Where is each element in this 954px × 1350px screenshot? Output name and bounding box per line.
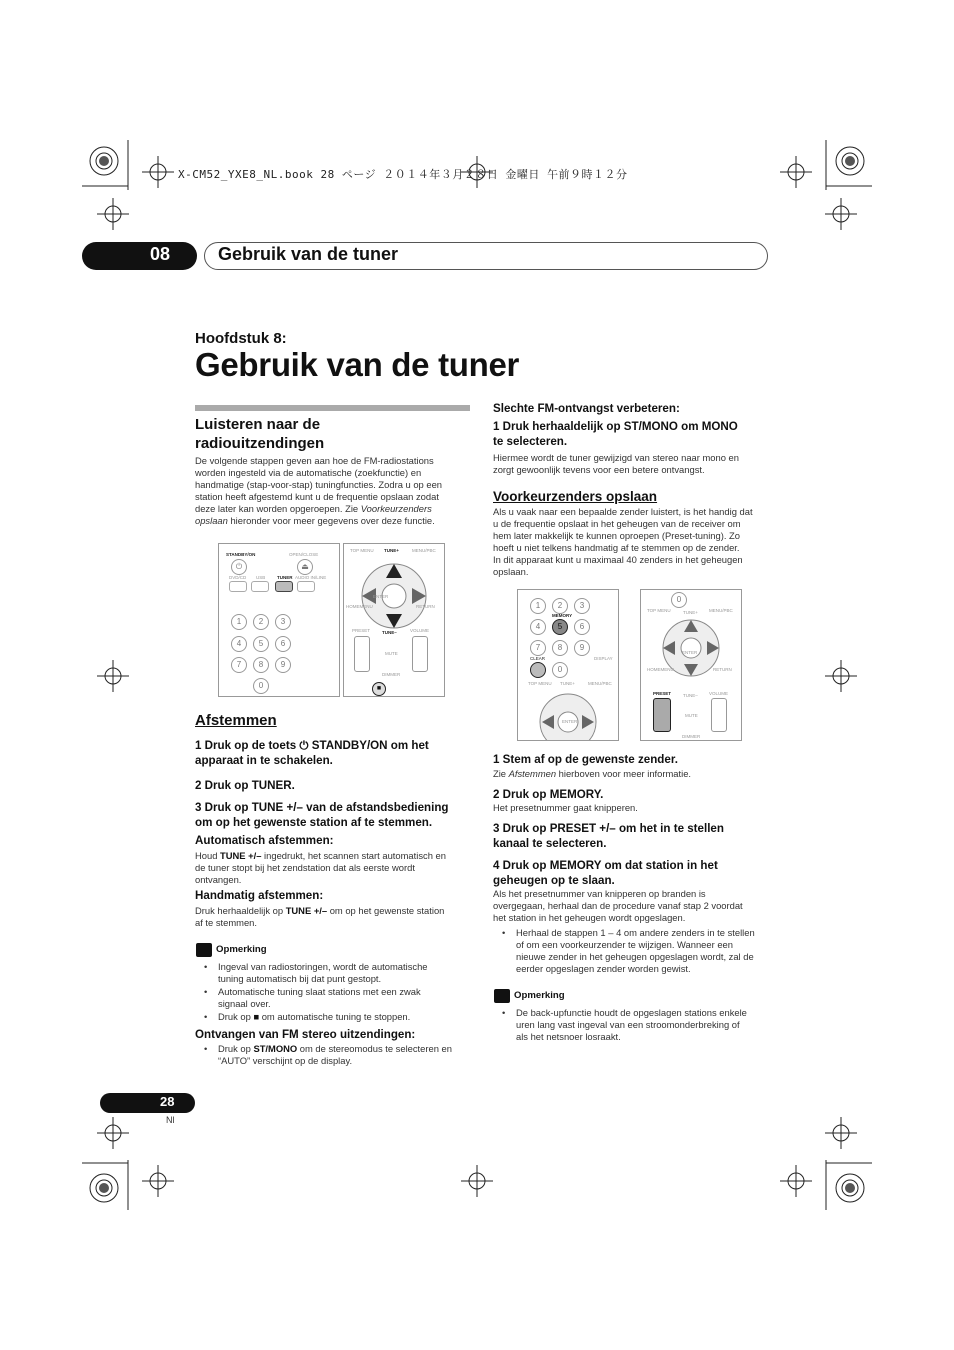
fm-step: 1 Druk herhaaldelijk op ST/MONO om MONO te selecteren.: [493, 420, 738, 448]
auto-heading: Automatisch afstemmen:: [195, 834, 334, 847]
step-3: 3 Druk op TUNE +/– van de afstandsbediening om op het gewenste station af te stemmen.: [195, 801, 449, 829]
remote-illustration-3: 1 2 3 4 5 6 MEMORY 7 8 9 CLEAR 0 DISPLAY TOP MENU TUNE+ MENU/PBC ENTER: [517, 589, 619, 741]
note-list-right: [496, 1007, 791, 1044]
chapter-number: 08: [150, 244, 171, 264]
remote-illustration-1: STANDBY/ON OPEN/CLOSE ⏻ ⏏ DVD/CD USB TUNER AUDIO IN/LINE 1 2 3 4 5 6 7 8 9 0: [218, 543, 340, 697]
hoofdstuk-label: Hoofdstuk 8:: [195, 330, 287, 347]
preset-list: [496, 927, 791, 976]
list-item: • Ingeval van radiostoringen, wordt de automatische tuning automatisch bij dat punt gestopt.: [218, 961, 493, 985]
page-title: Gebruik van de tuner: [195, 346, 520, 383]
stereo-list: [198, 1043, 493, 1068]
list-item: • Herhaal de stappen 1 – 4 om andere zenders in te stellen of om een voorkeurzender te wijzigen. Wanneer een nieuwe zender in het geheugen opgeslagen wordt, zal de eerder opgeslagen zender worden gewist.: [516, 927, 791, 975]
step-2: 2 Druk op TUNER.: [195, 779, 295, 792]
preset-step-4: 4 Druk op MEMORY om dat station in het geheugen op te slaan.: [493, 859, 718, 887]
tuner-button: [275, 581, 293, 592]
direction-pad-icon: [536, 690, 600, 740]
power-icon: ⏻: [299, 739, 309, 752]
list-item: • Druk op ■ om automatische tuning te stoppen.: [218, 1011, 493, 1023]
preset-step-2: 2 Druk op MEMORY.: [493, 788, 604, 801]
note-label-right: Opmerking: [514, 990, 565, 1001]
note-list-left: [198, 961, 493, 1024]
list-item: • Automatische tuning slaat stations met een zwak signaal over.: [218, 986, 493, 1010]
remote-illustration-2: TOP MENU TUNE+ MENU/PBC ENTER HOMEMENU RETURN PRESET TUNE– VOLUME MUTE DIMMER ■: [343, 543, 445, 697]
standby-button: ⏻: [231, 559, 247, 575]
preset-step-1: 1 Stem af op de gewenste zender.: [493, 753, 678, 766]
stop-button: ■: [372, 682, 386, 696]
list-item: • Druk op ST/MONO om de stereomodus te selecteren en “AUTO” verschijnt op de display.: [218, 1043, 493, 1067]
intro-paragraph: De volgende stappen geven aan hoe de FM-radiostations worden ingesteld via de automatische (zoekfunctie) en handmatige (stap-voor-stap) tuningfuncties. Zodra u op een station heeft afgestemd kunt u de frequentie opslaan zodat deze later kan worden opgeroepen. Zie Voorkeurzenders opslaan hieronder voor meer gegevens over deze functie.: [195, 455, 443, 526]
note-label-left: Opmerking: [216, 944, 267, 955]
fm-heading: Slechte FM-ontvangst verbeteren:: [493, 402, 680, 415]
auto-paragraph: Houd TUNE +/– ingedrukt, het scannen start automatisch en de tuner stopt bij het zendstation dat als eerste wordt ontvangen.: [195, 850, 446, 885]
voorkeur-heading: Voorkeurzenders opslaan: [493, 489, 658, 504]
hand-heading: Handmatig afstemmen:: [195, 889, 324, 902]
preset-button: [653, 698, 671, 732]
preset-step-2-note: Het presetnummer gaat knipperen.: [493, 802, 638, 813]
memory-button: 5: [552, 619, 568, 635]
list-item: • De back-upfunctie houdt de opgeslagen stations enkele uren lang vast ingeval van een stroomonderbreking of als het netsnoer losraakt.: [516, 1007, 791, 1043]
fm-paragraph: Hiermee wordt de tuner gewijzigd van stereo naar mono en zorgt gewoonlijk tevens voor een betere ontvangst.: [493, 452, 739, 475]
hand-paragraph: Druk herhaaldelijk op TUNE +/– om op het gewenste station af te stemmen.: [195, 905, 445, 928]
page-language: Nl: [166, 1115, 175, 1125]
afstemmen-heading: Afstemmen: [195, 712, 277, 729]
preset-step-3: 3 Druk op PRESET +/– om het in te stellen kanaal te selecteren.: [493, 822, 724, 850]
step-1: 1 Druk op de toets ⏻ STANDBY/ON om het apparaat in te schakelen.: [195, 739, 429, 767]
eject-button: ⏏: [297, 559, 313, 575]
preset-step-4-paragraph: Als het presetnummer van knipperen op branden is overgegaan, herhaal dan de procedure vanaf stap 2 voordat het station in het geheugen wordt opgeslagen.: [493, 888, 743, 923]
direction-pad-icon: [356, 558, 432, 634]
chapter-title: Gebruik van de tuner: [218, 244, 399, 264]
page-number: 28: [160, 1094, 175, 1109]
section-rule: [195, 405, 470, 411]
note-icon: [196, 943, 212, 957]
remote-illustration-4: 0 TOP MENU TUNE+ MENU/PBC ENTER HOMEMENU RETURN PRESET TUNE– VOLUME MUTE DIMMER: [640, 589, 742, 741]
stereo-heading: Ontvangen van FM stereo uitzendingen:: [195, 1028, 416, 1041]
print-header: X-CM52_YXE8_NL.book 28 ページ ２０１４年３月２８日 金曜日 午前９時１２分: [178, 168, 628, 181]
stop-icon: ■: [253, 1011, 260, 1022]
voorkeur-paragraph: Als u vaak naar een bepaalde zender luistert, is het handig dat u de frequentie opslaat in het geheugen van de receiver om hem later makkelijk te kunnen oproepen (Preset-tuning). Zo hoeft u niet telkens handmatig af te stemmen op de zender. In dit apparaat kunt u maximaal 40 zenders in het geheugen opslaan.: [493, 506, 753, 577]
note-icon: [494, 989, 510, 1003]
preset-step-1-note: Zie Afstemmen hierboven voor meer informatie.: [493, 768, 692, 779]
section-heading-1: Luisteren naar de radiouitzendingen: [195, 416, 325, 452]
